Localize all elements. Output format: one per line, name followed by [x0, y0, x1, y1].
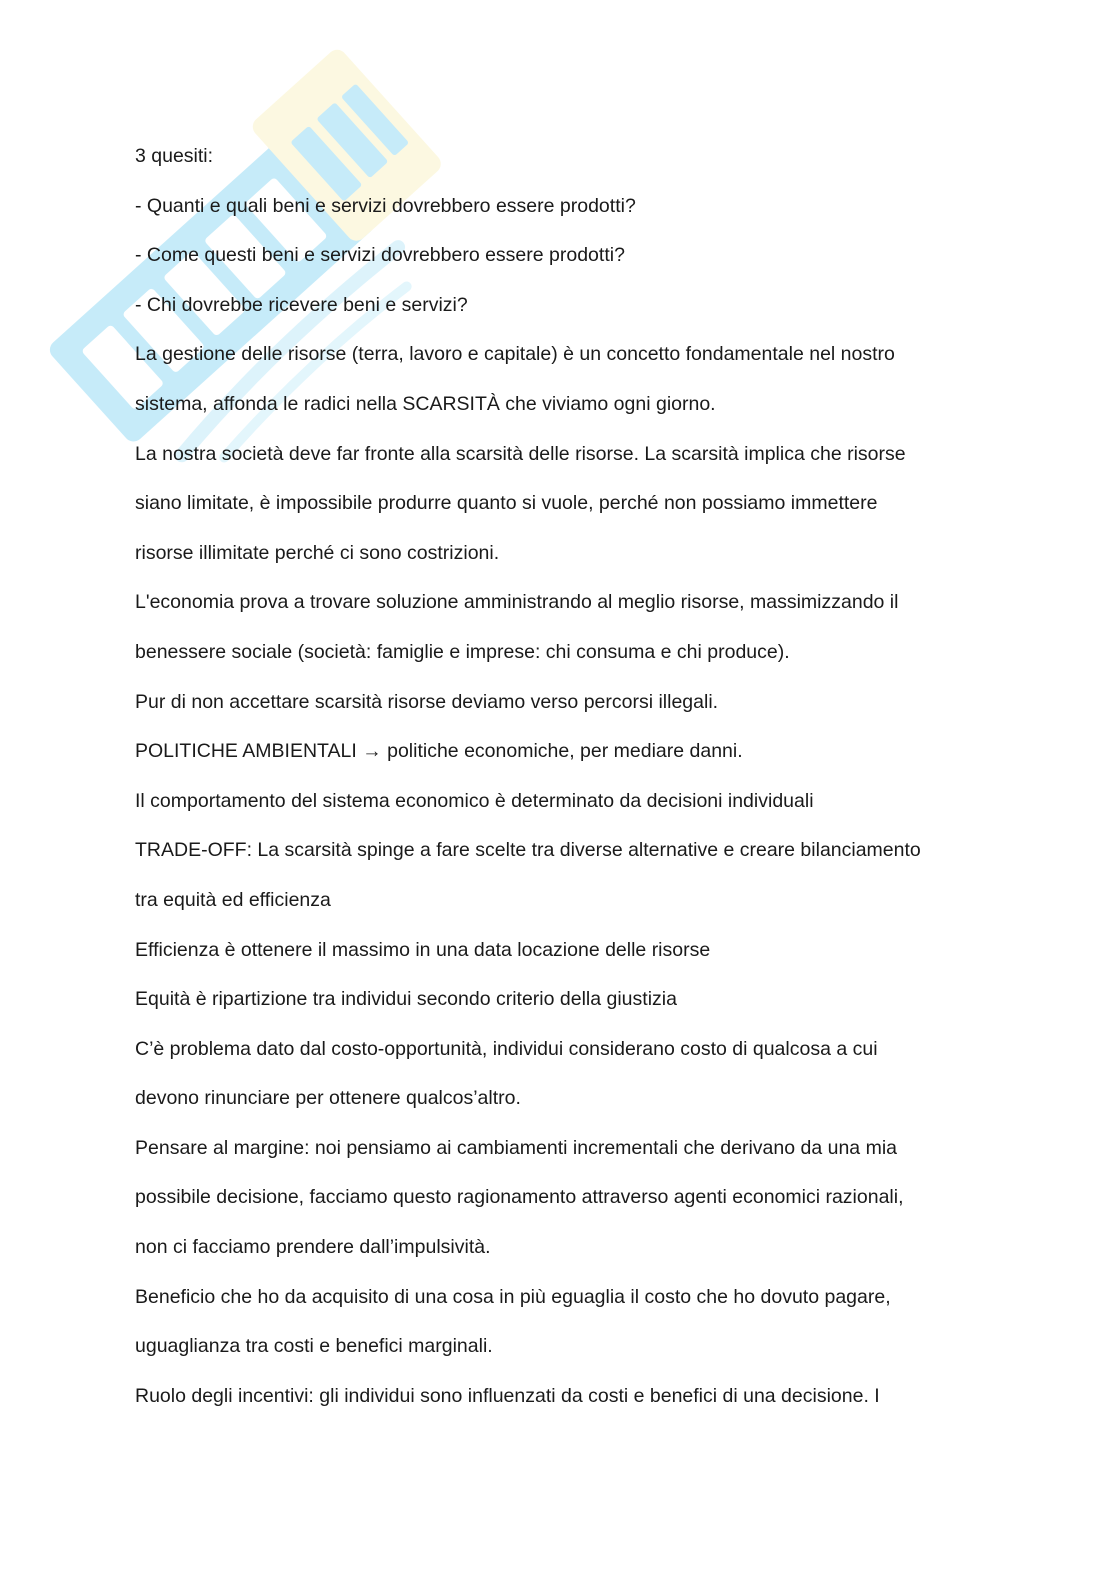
text-line: TRADE-OFF: La scarsità spinge a fare scelte tra diverse alternative e creare bilanciamento: [135, 839, 921, 862]
text-line: siano limitate, è impossibile produrre quanto si vuole, perché non possiamo immettere: [135, 492, 878, 515]
text-line: non ci facciamo prendere dall’impulsività.: [135, 1236, 491, 1259]
text-line: Efficienza è ottenere il massimo in una data locazione delle risorse: [135, 938, 711, 961]
text-line: Beneficio che ho da acquisito di una cosa in più eguaglia il costo che ho dovuto pagare,: [135, 1285, 891, 1308]
text-line: Ruolo degli incentivi: gli individui sono influenzati da costi e benefici di una decisione. I: [135, 1384, 880, 1407]
text-line: Il comportamento del sistema economico è determinato da decisioni individuali: [135, 789, 814, 812]
text-line: C’è problema dato dal costo-opportunità, individui considerano costo di qualcosa a cui: [135, 1037, 878, 1060]
text-line: Equità è ripartizione tra individui secondo criterio della giustizia: [135, 988, 677, 1011]
text-line: - Come questi beni e servizi dovrebbero essere prodotti?: [135, 244, 625, 267]
text-line: benessere sociale (società: famiglie e imprese: chi consuma e chi produce).: [135, 640, 790, 663]
text-line: POLITICHE AMBIENTALI → politiche economiche, per mediare danni.: [135, 740, 743, 763]
text-line: Pur di non accettare scarsità risorse deviamo verso percorsi illegali.: [135, 690, 719, 713]
text-line: sistema, affonda le radici nella SCARSITÀ che viviamo ogni giorno.: [135, 392, 716, 415]
text-line: possibile decisione, facciamo questo ragionamento attraverso agenti economici razionali,: [135, 1186, 904, 1209]
text-line: La nostra società deve far fronte alla scarsità delle risorse. La scarsità implica che risorse: [135, 442, 906, 465]
text-line: devono rinunciare per ottenere qualcos’altro.: [135, 1087, 521, 1110]
text-line: L'economia prova a trovare soluzione amministrando al meglio risorse, massimizzando il: [135, 591, 899, 614]
text-line: - Quanti e quali beni e servizi dovrebbero essere prodotti?: [135, 194, 636, 217]
text-line: - Chi dovrebbe ricevere beni e servizi?: [135, 293, 468, 316]
document-body: [135, 132, 995, 1421]
text-line: La gestione delle risorse (terra, lavoro e capitale) è un concetto fondamentale nel nostro: [135, 343, 895, 366]
text-line: 3 quesiti:: [135, 145, 214, 167]
text-line: Pensare al margine: noi pensiamo ai cambiamenti incrementali che derivano da una mia: [135, 1136, 897, 1159]
text-line: tra equità ed efficienza: [135, 888, 331, 911]
text-line: risorse illimitate perché ci sono costrizioni.: [135, 541, 500, 564]
text-line: uguaglianza tra costi e benefici marginali.: [135, 1335, 493, 1358]
